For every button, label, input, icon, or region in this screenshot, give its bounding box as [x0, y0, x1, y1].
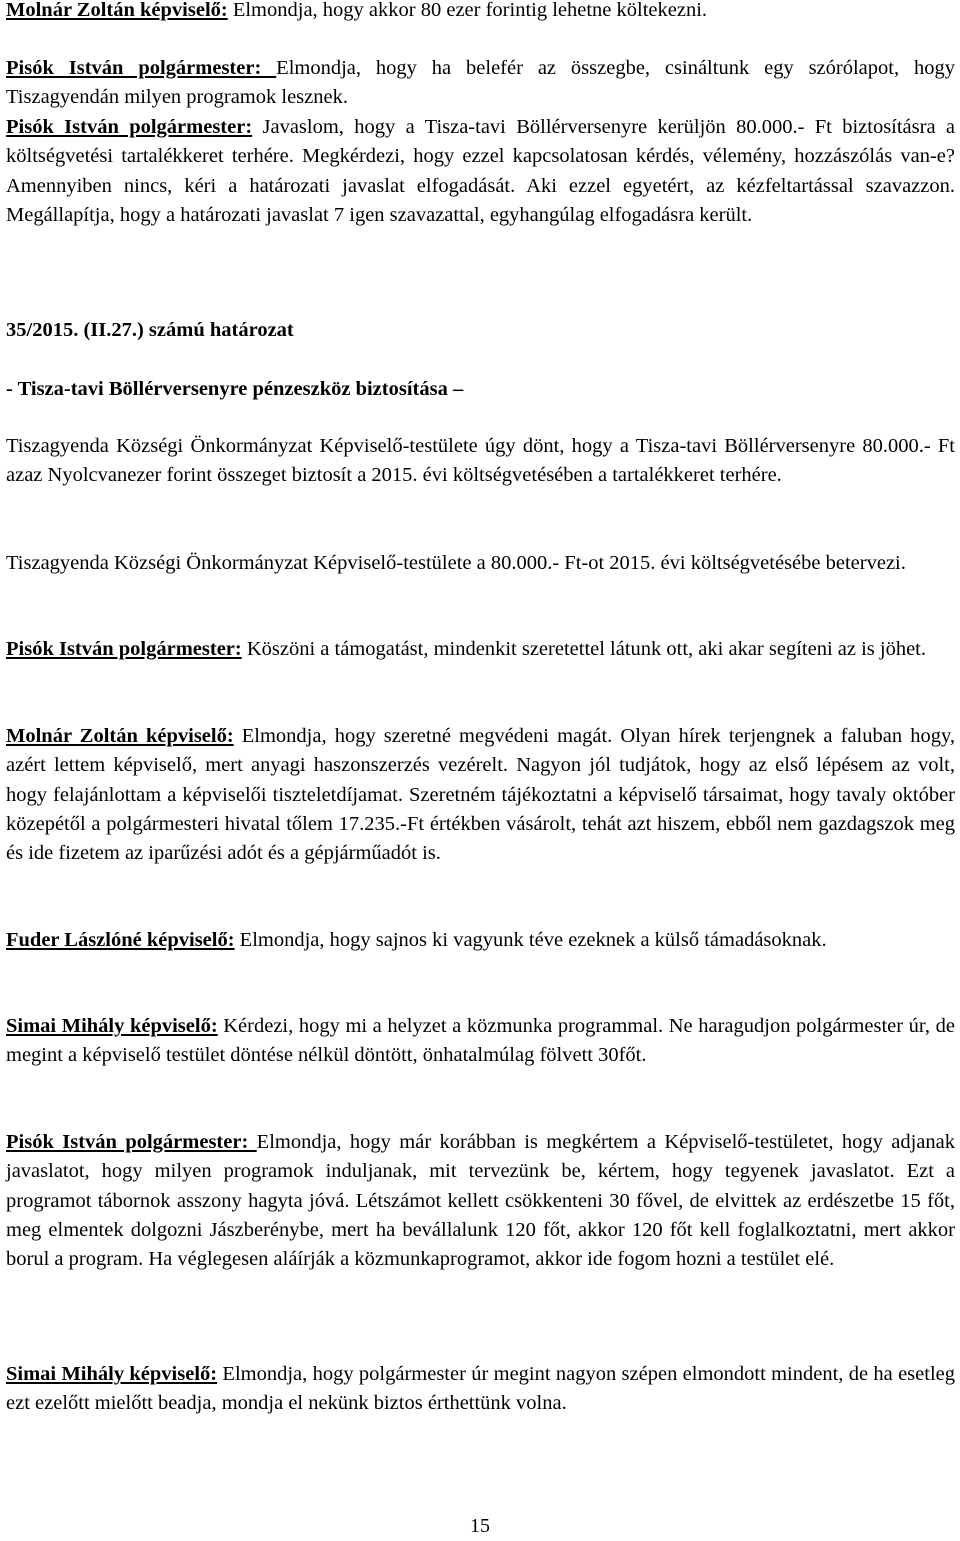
- paragraph-9: [6, 1012, 955, 1071]
- speaker-name: Molnár Zoltán képviselő:: [6, 0, 228, 21]
- paragraph-text: Elmondja, hogy szeretné megvédeni magát. Olyan hírek terjengnek a faluban hogy, azért lettem képviselő, mert anyagi haszonszerzés vezérelt. Nagyon jól tudjátok, hogy az első lépésem az volt, hogy felajánlottam a képviselői tiszteletdíjamat. Szeretném tájékoztatni a képviselő társaimat, hogy tavaly október közepétől a polgármesteri hivatal tőlem 17.235.-Ft értékben vásárolt, tehát azt hiszem, ebből nem gazdagszok meg és ide fizetem az iparűzési adót és a gépjárműadót is.: [6, 725, 955, 865]
- speaker-name: Pisók István polgármester:: [6, 116, 253, 138]
- paragraph-11: [6, 1360, 955, 1419]
- paragraph-text: Elmondja, hogy sajnos ki vagyunk téve ezeknek a külső támadásoknak.: [234, 929, 827, 951]
- paragraph-text: Elmondja, hogy már korábban is megkértem a Képviselő-testületet, hogy adjanak javaslatot, hogy milyen programok induljanak, mit tervezünk be, kértem, hogy tegyenek javaslatot. Ezt a programot tábornok asszony hagyta jóvá. Létszámot kellett csökkenteni 30 fővel, de elvittek az erdészetbe 15 főt, meg elmentek dolgozni Jászberénybe, mert ha bevállalunk 120 főt, akkor 120 főt kell foglalkoztatni, mert akkor borul a program. Ha véglegesen aláírják a közmunkaprogramot, akkor ide fogom hozni a testület elé.: [6, 1131, 956, 1271]
- resolution-subject: - Tisza-tavi Böllérversenyre pénzeszköz biztosítása –: [6, 378, 464, 400]
- resolution-title: 35/2015. (II.27.) számú határozat: [6, 319, 294, 341]
- speaker-name: Simai Mihály képviselő:: [6, 1015, 218, 1037]
- speaker-name: Simai Mihály képviselő:: [6, 1363, 218, 1385]
- paragraph-10: [6, 1128, 955, 1274]
- paragraph-3: [6, 113, 955, 230]
- paragraph-6: [6, 635, 955, 664]
- paragraph-text: Elmondja, hogy akkor 80 ezer forintig lehetne költekezni.: [227, 0, 708, 21]
- paragraph-text: Kérdezi, hogy mi a helyzet a közmunka programmal. Ne haragudjon polgármester úr, de megint a képviselő testület döntése nélkül döntött, önhatalmúlag fölvett 30főt.: [6, 1015, 955, 1067]
- paragraph-2: [6, 54, 955, 113]
- speaker-name: Fuder Lászlóné képviselő:: [6, 929, 235, 951]
- paragraph-text: Javaslom, hogy a Tisza-tavi Böllérversenyre kerüljön 80.000.- Ft biztosításra a költségvetési tartalékkeret terhére. Megkérdezi, hogy ezzel kapcsolatosan kérdés, vélemény, hozzászólás van-e? Amennyiben nincs, kéri a határozati javaslat elfogadását. Aki ezzel egyetért, az kézfeltartással szavazzon. Megállapítja, hogy a határozati javaslat 7 igen szavazattal, egyhangúlag elfogadásra került.: [6, 116, 955, 226]
- paragraph-1: [6, 0, 955, 25]
- paragraph-5: Tiszagyenda Községi Önkormányzat Képviselő-testülete a 80.000.- Ft-ot 2015. évi költségvetésébe betervezi.: [6, 552, 906, 574]
- speaker-name: Pisók István polgármester:: [6, 1131, 257, 1153]
- speaker-name: Pisók István polgármester:: [6, 638, 242, 660]
- speaker-name: Molnár Zoltán képviselő:: [6, 725, 234, 747]
- paragraph-4: Tiszagyenda Községi Önkormányzat Képviselő-testülete úgy dönt, hogy a Tisza-tavi Böllérversenyre 80.000.- Ft azaz Nyolcvanezer forint összeget biztosít a 2015. évi költségvetésében a tartalékkeret terhére.: [6, 435, 955, 487]
- paragraph-text: Elmondja, hogy ha belefér az összegbe, csináltunk egy szórólapot, hogy Tiszagyendán milyen programok lesznek.: [6, 57, 955, 109]
- paragraph-text: Köszöni a támogatást, mindenkit szeretettel látunk ott, aki akar segíteni az is jöhet.: [241, 638, 927, 660]
- paragraph-8: [6, 926, 955, 955]
- paragraph-7: [6, 722, 955, 868]
- paragraph-text: Elmondja, hogy polgármester úr megint nagyon szépen elmondott mindent, de ha esetleg ezt ezelőtt mielőtt beadja, mondja el nekünk biztos érthettünk volna.: [6, 1363, 955, 1415]
- speaker-name: Pisók István polgármester:: [6, 57, 277, 79]
- page-number: 15: [470, 1515, 490, 1537]
